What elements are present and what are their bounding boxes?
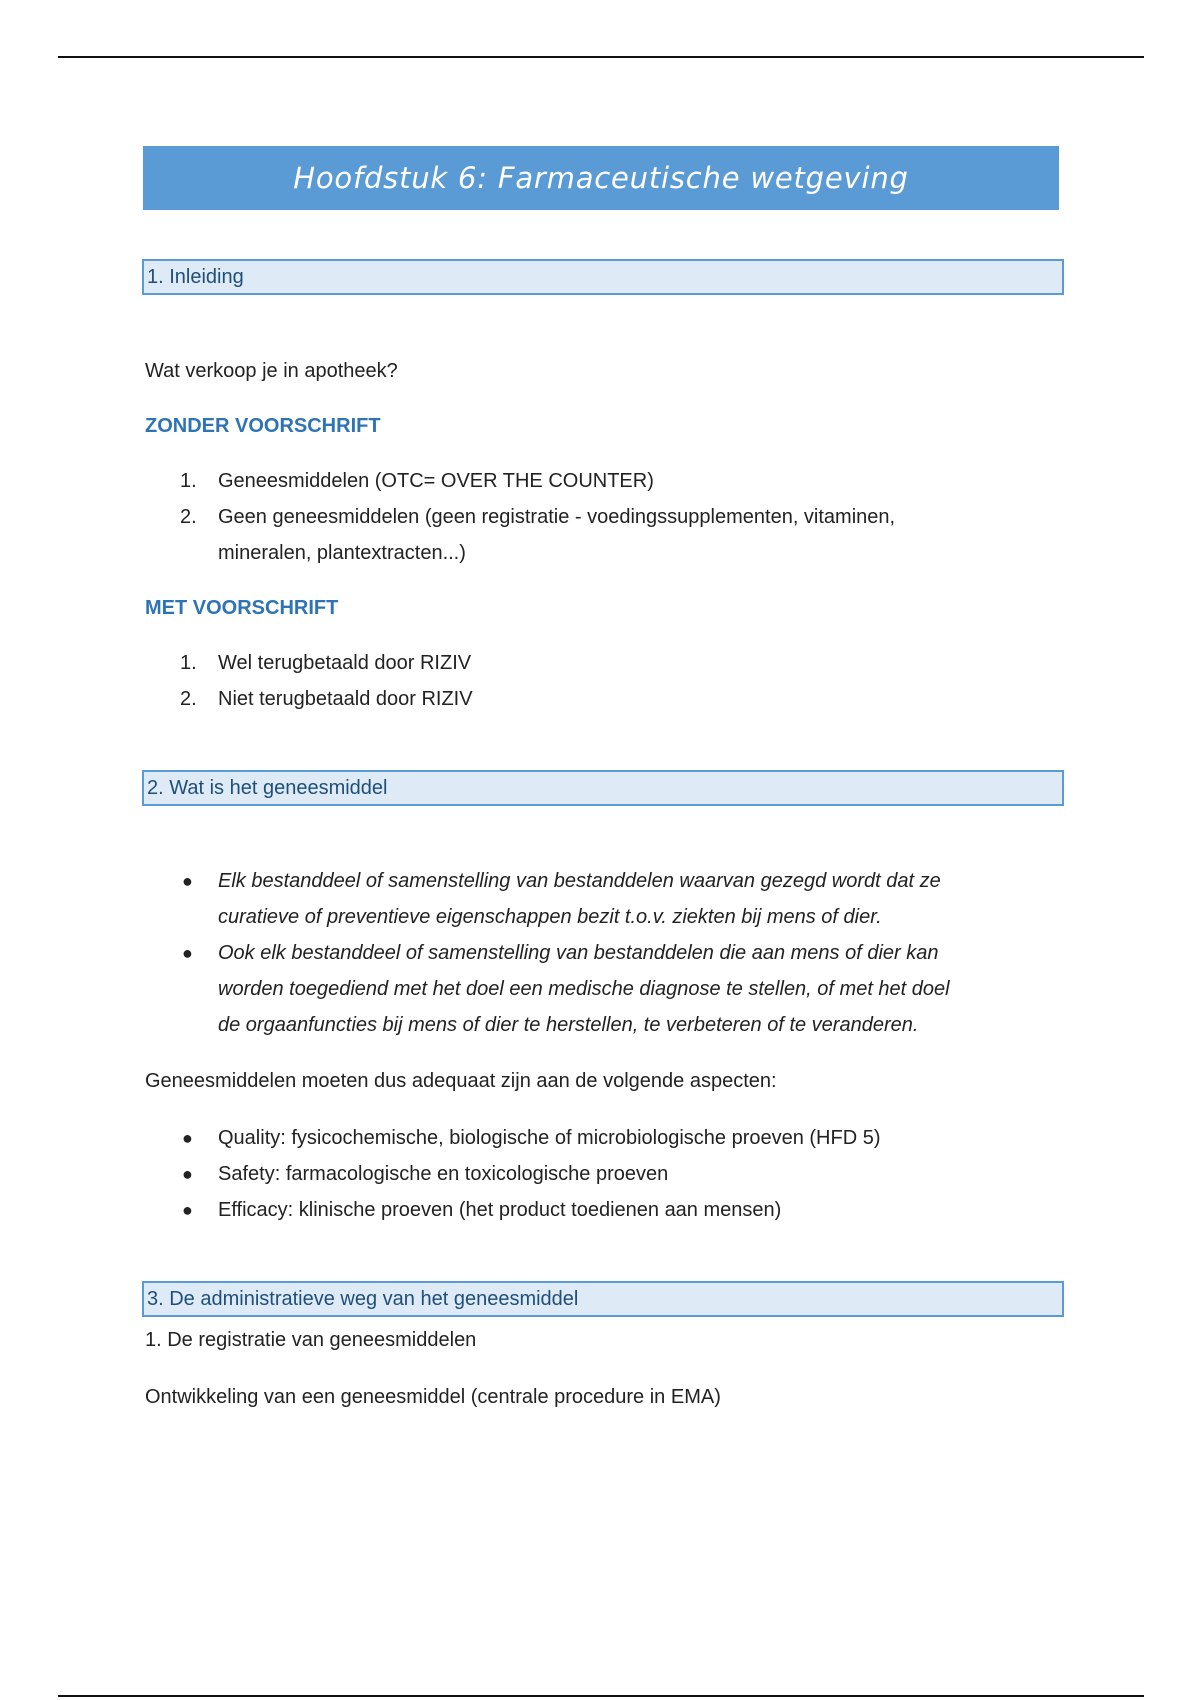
list-number: 2. bbox=[180, 688, 197, 710]
aspect-text: Safety: farmacologische en toxicologische proeven bbox=[218, 1163, 669, 1185]
aspect-text: Quality: fysicochemische, biologische of microbiologische proeven (HFD 5) bbox=[218, 1127, 881, 1149]
section-heading-inleiding bbox=[142, 259, 1064, 295]
aspects-list bbox=[180, 1120, 881, 1228]
list-item bbox=[180, 645, 473, 681]
definition-line: curatieve of preventieve eigenschappen bezit t.o.v. ziekten bij mens of dier. bbox=[218, 906, 882, 928]
list-item bbox=[180, 863, 950, 935]
bullet-icon: ● bbox=[182, 871, 193, 891]
definition-line: worden toegediend met het doel een medische diagnose te stellen, of met het doel bbox=[218, 978, 950, 1000]
list-item-text: Geneesmiddelen (OTC= OVER THE COUNTER) bbox=[218, 470, 654, 492]
bullet-icon: ● bbox=[182, 1164, 193, 1184]
chapter-title: Hoofdstuk 6: Farmaceutische wetgeving bbox=[293, 161, 909, 195]
section-heading-text: 2. Wat is het geneesmiddel bbox=[147, 776, 388, 799]
definition-list bbox=[180, 863, 950, 1043]
list-item-text: Niet terugbetaald door RIZIV bbox=[218, 688, 473, 710]
section-heading-wat-is-het-geneesmiddel bbox=[142, 770, 1064, 806]
definition-line: Ook elk bestanddeel of samenstelling van bestanddelen die aan mens of dier kan bbox=[218, 942, 939, 964]
subheading-zonder-voorschrift: ZONDER VOORSCHRIFT bbox=[145, 415, 381, 437]
list-item-text: Geen geneesmiddelen (geen registratie - voedingssupplementen, vitaminen, bbox=[218, 506, 896, 528]
list-item-text: Wel terugbetaald door RIZIV bbox=[218, 652, 472, 674]
bullet-icon: ● bbox=[182, 943, 193, 963]
list-number: 1. bbox=[180, 470, 197, 492]
registration-subheading: 1. De registratie van geneesmiddelen bbox=[145, 1329, 477, 1351]
list-item bbox=[180, 1120, 881, 1156]
bullet-icon: ● bbox=[182, 1128, 193, 1148]
list-number: 1. bbox=[180, 652, 197, 674]
list-item bbox=[180, 463, 895, 499]
section-heading-administratieve-weg bbox=[142, 1281, 1064, 1317]
bottom-rule bbox=[58, 1695, 1144, 1697]
list-item bbox=[180, 499, 895, 571]
list-item bbox=[180, 935, 950, 1043]
list-item bbox=[180, 1156, 881, 1192]
list-item bbox=[180, 1192, 881, 1228]
list-item bbox=[180, 681, 473, 717]
section-heading-text: 1. Inleiding bbox=[147, 265, 244, 288]
definition-line: de orgaanfuncties bij mens of dier te herstellen, te verbeteren of te veranderen. bbox=[218, 1014, 919, 1036]
met-voorschrift-list bbox=[180, 645, 473, 717]
subheading-met-voorschrift: MET VOORSCHRIFT bbox=[145, 597, 339, 619]
list-item-text-continued: mineralen, plantextracten...) bbox=[218, 542, 466, 564]
bullet-icon: ● bbox=[182, 1200, 193, 1220]
section-heading-text: 3. De administratieve weg van het geneesmiddel bbox=[147, 1287, 579, 1310]
chapter-banner bbox=[143, 146, 1059, 210]
zonder-voorschrift-list bbox=[180, 463, 895, 571]
aspect-text: Efficacy: klinische proeven (het product toedienen aan mensen) bbox=[218, 1199, 782, 1221]
list-number: 2. bbox=[180, 506, 197, 528]
development-text: Ontwikkeling van een geneesmiddel (centrale procedure in EMA) bbox=[145, 1386, 721, 1408]
aspects-intro: Geneesmiddelen moeten dus adequaat zijn aan de volgende aspecten: bbox=[145, 1070, 777, 1092]
intro-question: Wat verkoop je in apotheek? bbox=[145, 360, 398, 382]
definition-line: Elk bestanddeel of samenstelling van bestanddelen waarvan gezegd wordt dat ze bbox=[218, 870, 941, 892]
top-rule bbox=[58, 56, 1144, 58]
